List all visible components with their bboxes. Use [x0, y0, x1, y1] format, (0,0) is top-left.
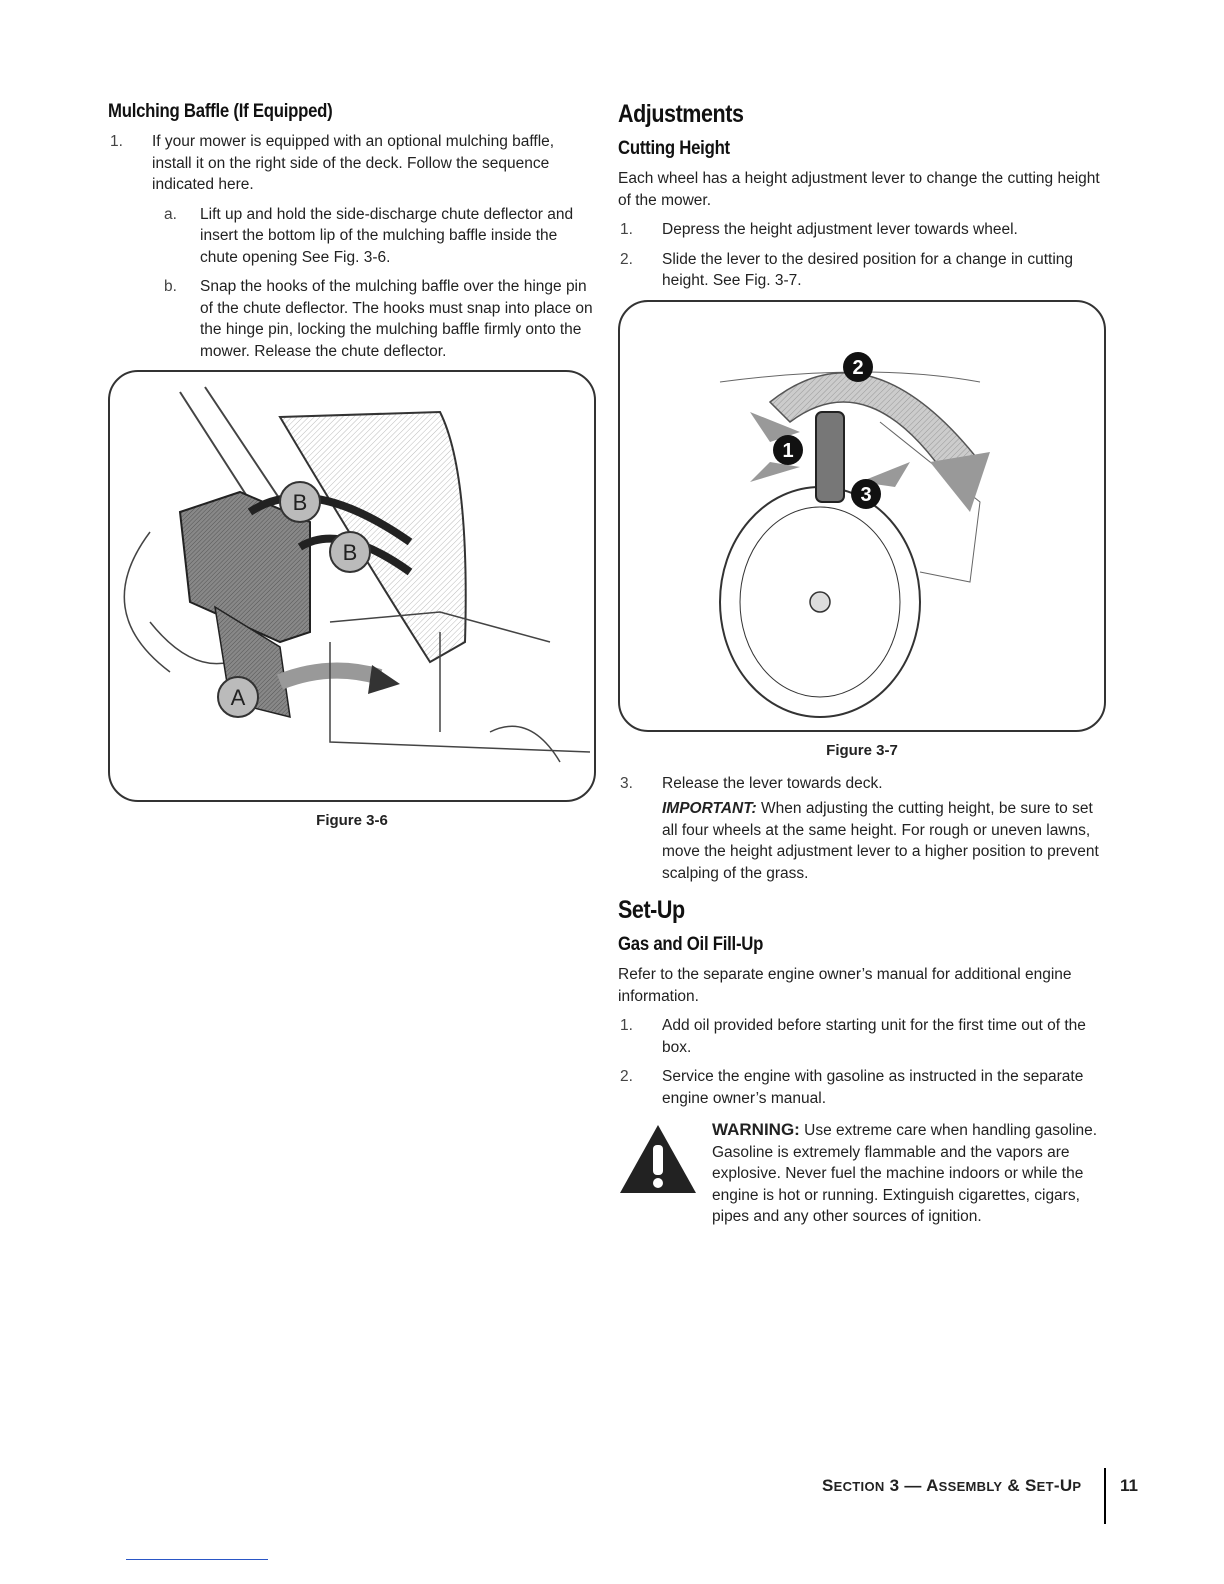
label-2: 2: [852, 356, 864, 379]
label-3: 3: [860, 483, 872, 506]
cutting-intro: Each wheel has a height adjustment lever to change the cutting height of the mower.: [618, 170, 1100, 209]
gas-oil-heading: Gas and Oil Fill-Up: [618, 933, 764, 955]
item-text: Service the engine with gasoline as instructed in the separate engine owner’s manual.: [662, 1068, 1084, 1107]
label-b-upper: B: [292, 490, 308, 515]
list-item: [618, 773, 1106, 795]
item-text: Add oil provided before starting unit for the first time out of the box.: [662, 1017, 1086, 1056]
figure-caption: Figure 3-7: [826, 741, 898, 759]
list-item: [618, 219, 1106, 241]
warning-triangle-icon: [618, 1123, 698, 1195]
figure-3-6: [108, 370, 596, 802]
gas-intro: Refer to the separate engine owner’s manual for additional engine information.: [618, 966, 1072, 1005]
list-item: [618, 1066, 1106, 1109]
item-number: 1.: [620, 221, 633, 238]
list-item: [618, 1015, 1106, 1058]
section-footer: SECTION 3 — ASSEMBLY & SET-UP: [822, 1476, 1082, 1495]
item-number: 2.: [620, 250, 633, 268]
warning-text: Use extreme care when handling gasoline. Gasoline is extremely flammable and the vapors are explosive. Never fuel the machine indoors or while the engine is hot or running. Extinguish cigarettes, cigars, pipes and any other sources of ignition.: [712, 1122, 1098, 1225]
cutting-height-heading: Cutting Height: [618, 137, 730, 159]
label-1: 1: [782, 439, 794, 462]
item-text: Snap the hooks of the mulching baffle over the hinge pin of the chute deflector. The hooks must snap into place on the hinge pin, locking the mulching baffle firmly onto the mower. Release the chute deflector.: [200, 278, 593, 360]
label-a: A: [230, 685, 246, 710]
item-text: Depress the height adjustment lever towards wheel.: [662, 221, 1018, 238]
figure-3-7: [618, 300, 1106, 732]
item-text: Lift up and hold the side-discharge chute deflector and insert the bottom lip of the mulching baffle inside the chute opening See Fig. 3-6.: [200, 205, 574, 266]
warning-box: [618, 1119, 1106, 1228]
left-column: [108, 100, 596, 843]
item-letter: b.: [164, 278, 177, 295]
bottom-rule: [126, 1559, 268, 1560]
item-number: 1.: [620, 1017, 633, 1034]
list-subitem: [108, 276, 596, 362]
page-divider: [1104, 1468, 1106, 1524]
right-column: [618, 100, 1106, 1228]
important-note: [618, 798, 1106, 884]
item-letter: a.: [164, 205, 177, 223]
item-number: 3.: [620, 774, 633, 792]
label-b-lower: B: [342, 540, 358, 565]
mulching-baffle-illustration: [110, 372, 594, 800]
adjustments-heading: Adjustments: [618, 100, 744, 128]
item-number: 1.: [110, 133, 123, 150]
warning-label: WARNING:: [712, 1120, 800, 1139]
list-subitem: [108, 204, 596, 269]
list-item: [108, 131, 596, 196]
important-text: When adjusting the cutting height, be sure to set all four wheels at the same height. For rough or uneven lawns, move the height adjustment lever to a higher position to prevent scalping of the grass.: [662, 800, 1099, 882]
cutting-height-illustration: [620, 302, 1104, 730]
list-item: [618, 249, 1106, 292]
figure-caption: Figure 3-6: [316, 812, 388, 829]
mulching-baffle-heading: Mulching Baffle (If Equipped): [108, 100, 333, 122]
page-number: 11: [1120, 1476, 1138, 1495]
setup-heading: Set-Up: [618, 896, 685, 924]
item-number: 2.: [620, 1068, 633, 1085]
item-text: If your mower is equipped with an optional mulching baffle, install it on the right side of the deck. Follow the sequence indicated here.: [152, 133, 555, 193]
important-label: IMPORTANT:: [662, 800, 757, 817]
item-text: Slide the lever to the desired position for a change in cutting height. See Fig. 3-7.: [662, 250, 1074, 289]
item-text: Release the lever towards deck.: [662, 774, 883, 792]
